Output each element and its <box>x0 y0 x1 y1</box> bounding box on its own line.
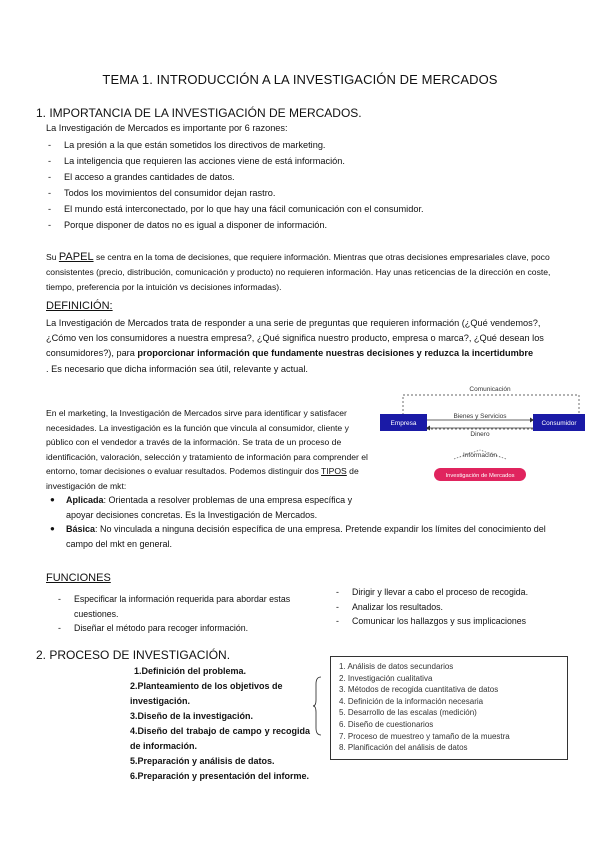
list-item: 5.Preparación y análisis de datos. <box>130 756 275 766</box>
marketing-paragraph: En el marketing, la Investigación de Mercados sirve para identificar y satisfacer necesidades. La investigación es la función que vincula al consumidor, cliente y público con el vendedor a través de la información. Se trata de un proceso de identificación, valoración, selección y tratamiento de información para comprender el entorno, tomar decisiones o evaluar resultados. Podemos distinguir dos TIPOS de investigación de mkt: <box>46 408 368 491</box>
comunicacion-label: Comunicación <box>469 386 511 393</box>
list-item: ● Básica: No vinculada a ninguna decisión específica de una empresa. Pretende expandir los límites del conocimiento del campo del mkt en general. <box>46 522 558 551</box>
list-item: 8. Planificación del análisis de datos <box>339 743 468 753</box>
list-item: 5. Desarrollo de las escalas (medición) <box>339 708 477 718</box>
papel-paragraph: Su PAPEL se centra en la toma de decisiones, que requiere información. Mientras que otras decisiones empresariales clave, poco consistentes (precio, distribución, comunicación y producto) no requieren información. Hay unas reticencias de la dirección en coste, tiempo, preferencia por la intuición vs decisiones informadas). <box>46 251 551 292</box>
steps-list <box>130 664 310 784</box>
list-item: - Diseñar el método para recoger información. <box>56 621 316 636</box>
list-item: - La presión a la que están sometidos los directivos de marketing. <box>46 137 566 153</box>
empresa-label: Empresa <box>390 420 417 427</box>
list-item: 4.Diseño del trabajo de campo y recogida de información. <box>130 726 310 751</box>
definicion-heading: DEFINICIÓN: <box>46 300 113 312</box>
papel-word: PAPEL <box>58 251 94 263</box>
list-item: - Comunicar los hallazgos y sus implicaciones <box>334 614 574 629</box>
list-item: - Dirigir y llevar a cabo el proceso de recogida. <box>334 585 574 600</box>
list-item: 6. Diseño de cuestionarios <box>339 719 434 729</box>
list-item: 3. Métodos de recogida cuantitativa de datos <box>339 685 499 695</box>
section2-heading: 2. PROCESO DE INVESTIGACIÓN. <box>36 648 231 662</box>
consumidor-label: Consumidor <box>541 420 577 427</box>
funciones-heading: FUNCIONES <box>46 572 111 584</box>
list-item: - Especificar la información requerida para abordar estas cuestiones. <box>56 592 316 621</box>
list-item: 1. Análisis de datos secundarios <box>339 662 454 671</box>
list-item: 4. Definición de la información necesaria <box>339 696 484 706</box>
list-item: 3.Diseño de la investigación. <box>130 711 254 721</box>
list-item: - La inteligencia que requieren las acciones viene de está información. <box>46 153 566 169</box>
funciones-right-list <box>334 585 574 629</box>
tipos-list <box>46 493 558 551</box>
list-item: - Porque disponer de datos no es igual a disponer de información. <box>46 217 566 233</box>
market-research-diagram <box>380 380 585 486</box>
list-item: 7. Proceso de muestreo y tamaño de la muestra <box>339 731 510 741</box>
list-item: 6.Preparación y presentación del informe. <box>130 771 310 781</box>
bienes-label: Bienes y Servicios <box>453 413 507 420</box>
investigacion-label: Investigación de Mercados <box>445 473 515 479</box>
page-title: TEMA 1. INTRODUCCIÓN A LA INVESTIGACIÓN DE MERCADOS <box>102 72 498 87</box>
list-item: 2.Planteamiento de los objetivos de investigación. <box>130 681 283 706</box>
funciones-left-list <box>56 592 316 636</box>
curly-brace-icon <box>313 676 325 736</box>
reasons-list <box>46 137 566 233</box>
list-item: - Todos los movimientos del consumidor dejan rastro. <box>46 185 566 201</box>
list-item: 1.Definición del problema. <box>134 666 247 676</box>
informacion-label: Información <box>463 452 497 459</box>
substeps-box <box>330 656 568 760</box>
section1-intro: La Investigación de Mercados es importante por 6 razones: <box>46 123 288 133</box>
list-item: ● Aplicada: Orientada a resolver problemas de una empresa específica y apoyar decisiones concretas. Es la Investigación de Mercados. <box>46 493 366 522</box>
list-item: 2. Investigación cualitativa <box>339 673 433 683</box>
list-item: - El mundo está interconectado, por lo que hay una fácil comunicación con el consumidor. <box>46 201 566 217</box>
definicion-paragraph-1: La Investigación de Mercados trata de responder a una serie de preguntas que requieren información (¿Qué vendemos?, ¿Cómo ven los consumidores a nuestra empresa?, ¿Qué significa nuestro producto, empresa o marca?, ¿Qué desean los consumidores?), para proporcionar información que fundamente nuestras decisiones y reduzca la incertidumbre <box>46 318 544 358</box>
section1-heading: 1. IMPORTANCIA DE LA INVESTIGACIÓN DE MERCADOS. <box>36 106 362 120</box>
definicion-paragraph-2: . Es necesario que dicha información sea útil, relevante y actual. <box>46 364 308 374</box>
dinero-label: Dinero <box>470 431 490 438</box>
list-item: - El acceso a grandes cantidades de datos. <box>46 169 566 185</box>
list-item: - Analizar los resultados. <box>334 600 574 615</box>
